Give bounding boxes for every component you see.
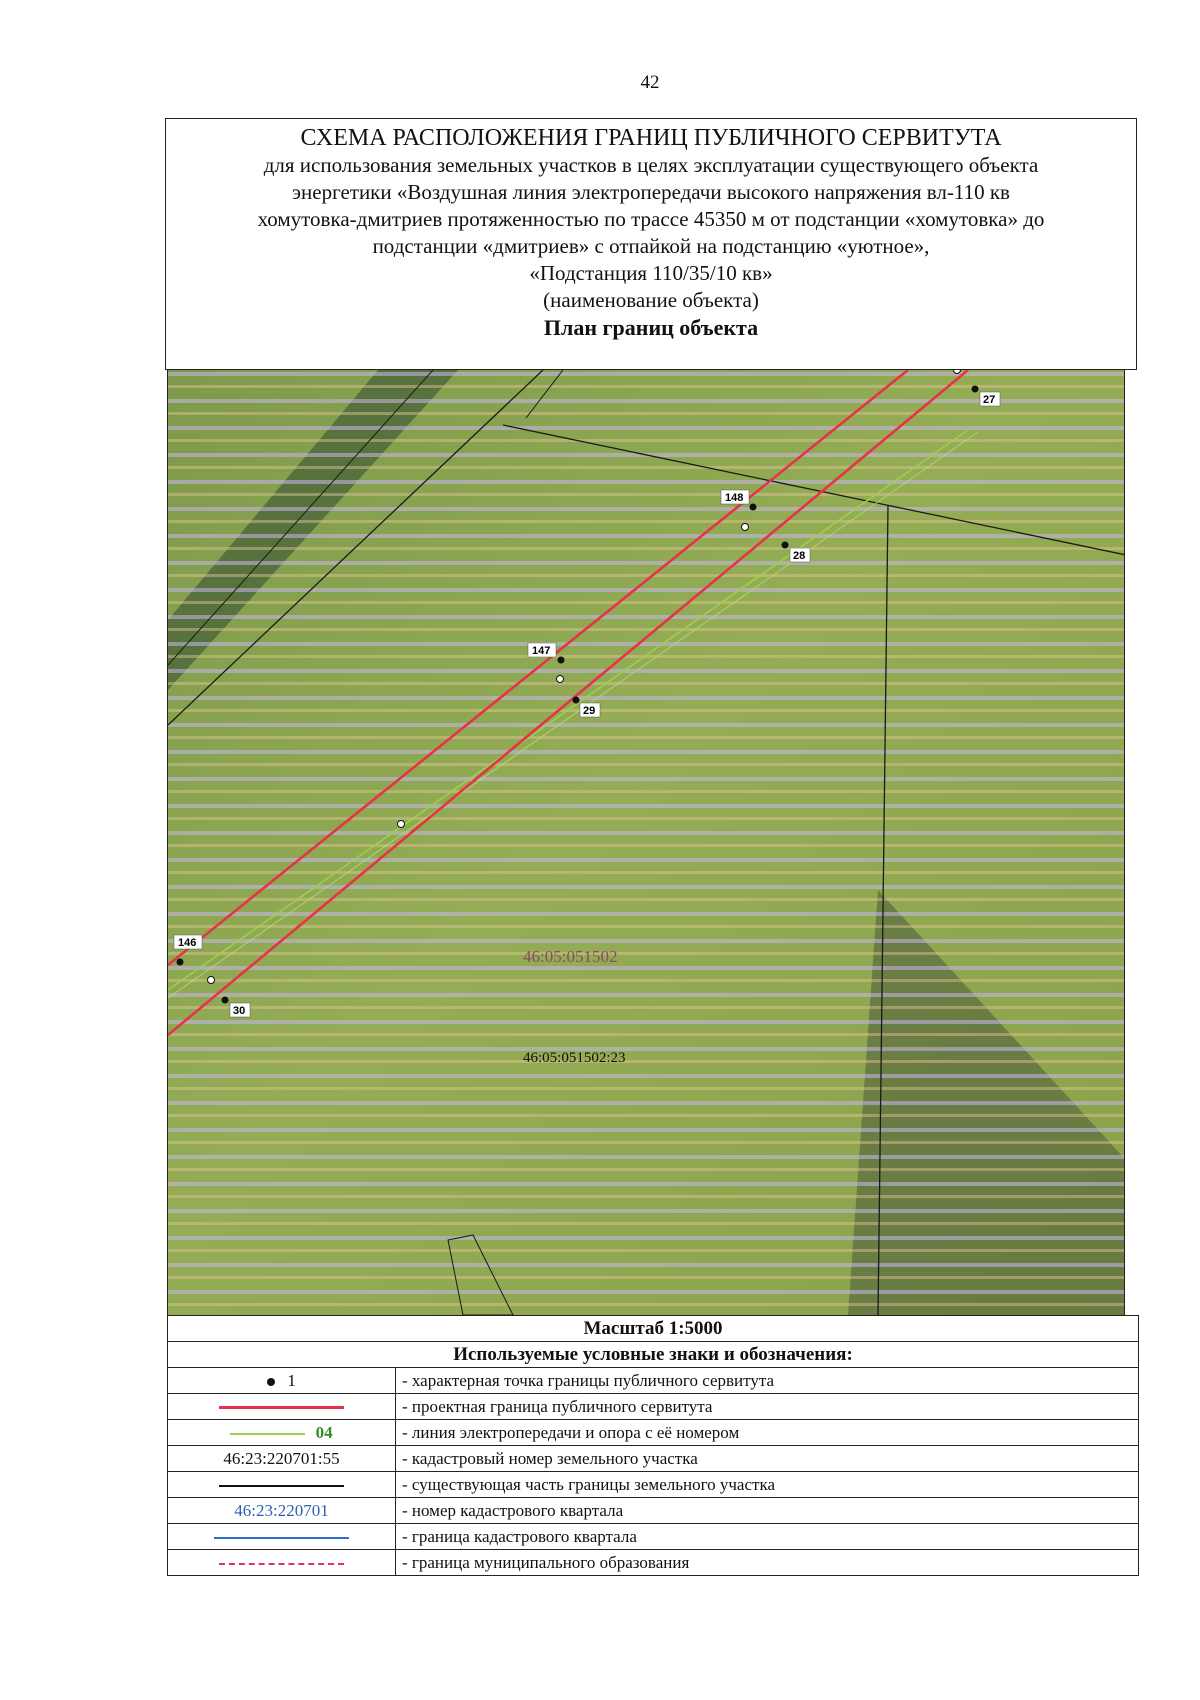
title-line-7: (наименование объекта) xyxy=(543,288,759,312)
legend-table xyxy=(167,1315,1139,1576)
svg-text:28: 28 xyxy=(793,550,806,562)
svg-text:146: 146 xyxy=(178,937,197,949)
red-line-icon xyxy=(219,1406,344,1409)
legend-symbol-power-line: 04 xyxy=(168,1420,396,1446)
legend-symbol-dashdot-line xyxy=(168,1550,396,1576)
tower-5 xyxy=(954,370,961,374)
svg-text:30: 30 xyxy=(233,1005,246,1017)
parcel-label: 46:05:051502:23 xyxy=(523,1050,626,1066)
title-line-5: подстанции «дмитриев» с отпайкой на подстанцию «уютное», xyxy=(372,234,930,258)
legend-symbol-quarter-number: 46:23:220701 xyxy=(168,1498,396,1524)
tower-2 xyxy=(557,676,564,683)
legend-desc: - кадастровый номер земельного участка xyxy=(396,1446,1139,1472)
title-line-4: хомутовка-дмитриев протяженностью по трассе 45350 м от подстанции «хомутовка» до xyxy=(257,207,1045,231)
legend-desc: - номер кадастрового квартала xyxy=(396,1498,1139,1524)
plan-heading: План границ объекта xyxy=(543,315,759,340)
legend-row xyxy=(168,1446,1139,1472)
scale-label: Масштаб 1:5000 xyxy=(168,1316,1139,1342)
map-frame xyxy=(167,370,1125,1315)
legend-row xyxy=(168,1498,1139,1524)
title-line-3: энергетики «Воздушная линия электропередачи высокого напряжения вл-110 кв xyxy=(292,180,1010,204)
legend-desc: - характерная точка границы публичного сервитута xyxy=(396,1368,1139,1394)
tower-4 xyxy=(208,977,215,984)
blue-line-icon xyxy=(214,1537,349,1539)
legend-row xyxy=(168,1472,1139,1498)
dashdot-line-icon xyxy=(219,1563,344,1565)
page-number: 42 xyxy=(640,72,660,93)
scan-stripes xyxy=(168,370,1125,1315)
legend-symbol-black-line xyxy=(168,1472,396,1498)
svg-text:147: 147 xyxy=(532,645,551,657)
legend-row xyxy=(168,1524,1139,1550)
black-line-icon xyxy=(219,1485,344,1487)
legend-symbol-red-line xyxy=(168,1394,396,1420)
legend-row xyxy=(168,1420,1139,1446)
legend-symbol-parcel-number: 46:23:220701:55 xyxy=(168,1446,396,1472)
legend-header: Используемые условные знаки и обозначения: xyxy=(168,1342,1139,1368)
title-block xyxy=(165,118,1137,370)
legend-row xyxy=(168,1368,1139,1394)
legend-row xyxy=(168,1550,1139,1576)
title-main: СХЕМА РАСПОЛОЖЕНИЯ ГРАНИЦ ПУБЛИЧНОГО СЕРВИТУТА xyxy=(300,125,1002,151)
legend-desc: - граница кадастрового квартала xyxy=(396,1524,1139,1550)
legend-symbol-blue-line xyxy=(168,1524,396,1550)
legend-desc: - линия электропередачи и опора с её номером xyxy=(396,1420,1139,1446)
title-line-2: для использования земельных участков в целях эксплуатации существующего объекта xyxy=(263,153,1039,177)
legend-desc: - существующая часть границы земельного участка xyxy=(396,1472,1139,1498)
svg-text:148: 148 xyxy=(725,492,744,504)
tower-1 xyxy=(742,524,749,531)
green-line-icon xyxy=(230,1433,305,1435)
legend-symbol-point: 1 xyxy=(168,1368,396,1394)
map-canvas xyxy=(168,370,1125,1315)
legend-desc: - граница муниципального образования xyxy=(396,1550,1139,1576)
svg-text:27: 27 xyxy=(983,394,996,406)
tower-3 xyxy=(398,821,405,828)
legend-desc: - проектная граница публичного сервитута xyxy=(396,1394,1139,1420)
quarter-label: 46:05:051502 xyxy=(523,947,618,966)
legend-row xyxy=(168,1394,1139,1420)
point-dot-icon xyxy=(267,1378,275,1386)
svg-text:29: 29 xyxy=(583,705,596,717)
title-line-6: «Подстанция 110/35/10 кв» xyxy=(529,261,773,285)
